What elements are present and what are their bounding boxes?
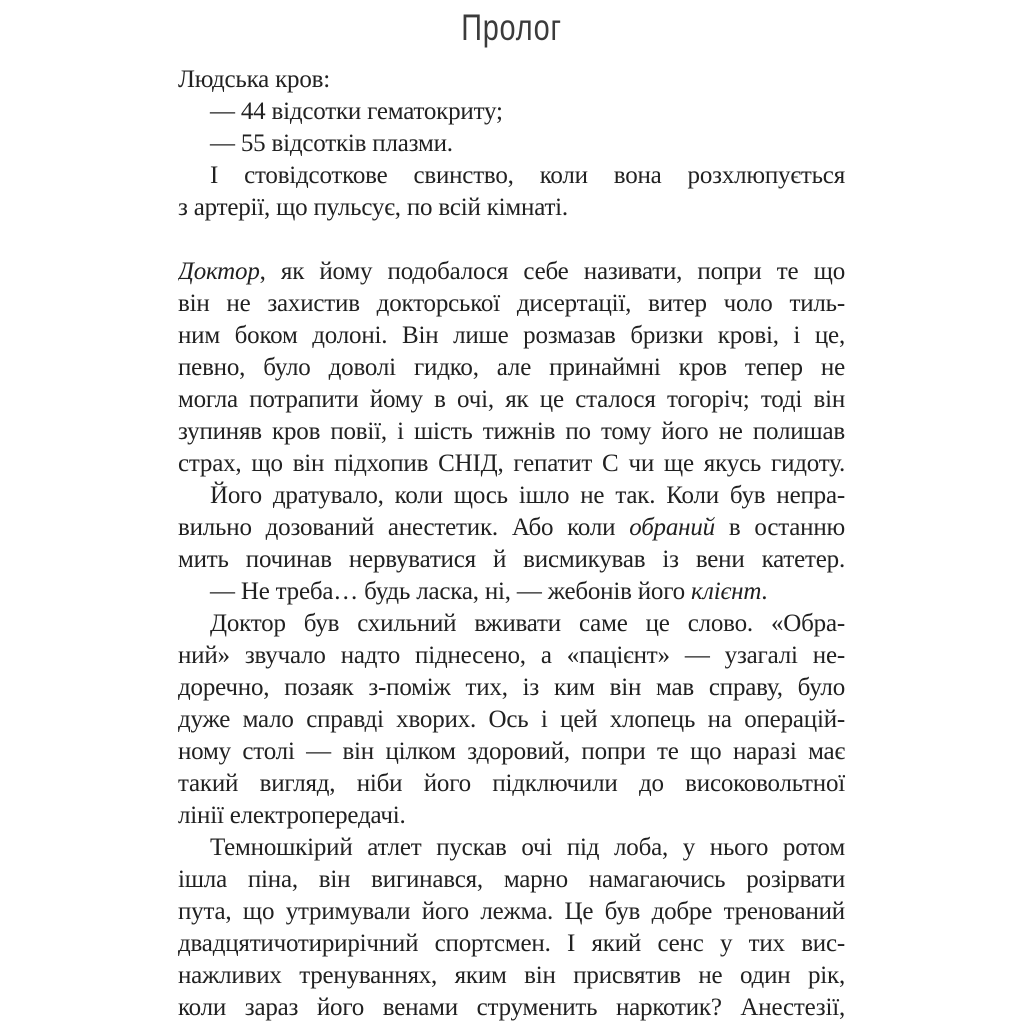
text-line: лінії електропередачі.	[178, 802, 406, 829]
text-line: Його дратувало, коли щось ішло не так. Коли був непра-	[210, 482, 845, 509]
line-text: в останню	[714, 514, 845, 541]
text-line	[178, 256, 845, 288]
text-line: такий вигляд, ніби його підключили до високовольтної	[178, 770, 845, 797]
italic-word: Доктор	[178, 258, 260, 285]
text-line: він не захистив докторської дисертації, витер чоло тиль-	[178, 290, 845, 317]
text-line: могла потрапити йому в очі, як це сталося тогоріч; тоді він	[178, 386, 845, 413]
paragraph-doctor-intro	[178, 256, 845, 480]
italic-word: обраний	[629, 514, 715, 541]
text-line: мить починав нервуватися й висмикував із вени катетер.	[178, 546, 845, 573]
text-line: Темношкірий атлет пускав очі під лоба, у нього ротом	[210, 834, 845, 861]
text-line: пута, що утримували його лежма. Це був добре тренований	[178, 898, 845, 925]
text-line-list-item: — 44 відсотки гематокриту;	[210, 98, 503, 125]
text-line-list-item: — 55 відсотків плазми.	[210, 130, 453, 157]
chapter-title-text: Пролог	[461, 7, 563, 48]
text-line: з артерії, що пульсує, по всій кімнаті.	[178, 194, 568, 221]
italic-word: клієнт	[691, 578, 762, 605]
paragraph-athlete	[178, 832, 845, 1024]
text-line: страх, що він підхопив СНІД, гепатит C чи ще якусь гидоту.	[178, 450, 845, 477]
paragraph-blood-facts	[178, 64, 845, 224]
page-text	[0, 64, 1024, 1024]
chapter-title	[0, 0, 1024, 64]
text-line: двадцятичотирирічний спортсмен. І який сенс у тих вис-	[178, 930, 845, 957]
text-line: ний» звучало надто піднесено, а «пацієнт» — узагалі не-	[178, 642, 845, 669]
text-line: ішла піна, він вигинався, марно намагаючись розірвати	[178, 866, 845, 893]
text-line	[178, 512, 845, 544]
paragraph-client-word	[178, 608, 845, 832]
text-line: нажливих тренуваннях, яким він присвятив не один рік,	[178, 962, 845, 989]
line-text: вильно дозований анестетик. Або коли	[178, 514, 630, 541]
text-line: коли зараз його венами струменить наркотик? Анестезії,	[178, 994, 845, 1021]
text-line: доречно, позаяк з-поміж тих, із ким він мав справу, було	[178, 674, 845, 701]
text-line: дуже мало справді хворих. Ось і цей хлопець на операцій-	[178, 706, 845, 733]
text-line: певно, було доволі гидко, але принаймні кров тепер не	[178, 354, 845, 381]
text-line: І стовідсоткове свинство, коли вона розхлюпується	[210, 162, 845, 189]
paragraph-annoyance	[178, 480, 845, 576]
text-line: Людська кров:	[178, 66, 330, 93]
text-line	[178, 576, 845, 608]
text-line: Доктор був схильний вживати саме це слово. «Обра-	[210, 610, 845, 637]
line-text: .	[761, 578, 768, 605]
paragraph-dialogue	[178, 576, 845, 608]
text-line: зупиняв кров повії, і шість тижнів по тому його не полишав	[178, 418, 845, 445]
text-line: ним боком долоні. Він лише розмазав бризки крові, і це,	[178, 322, 845, 349]
line-text: , як йому подобалося себе називати, попри те що	[259, 258, 845, 285]
line-text: — Не треба… будь ласка, ні, — жебонів його	[210, 578, 692, 605]
text-line: ному столі — він цілком здоровий, попри те що наразі має	[178, 738, 845, 765]
